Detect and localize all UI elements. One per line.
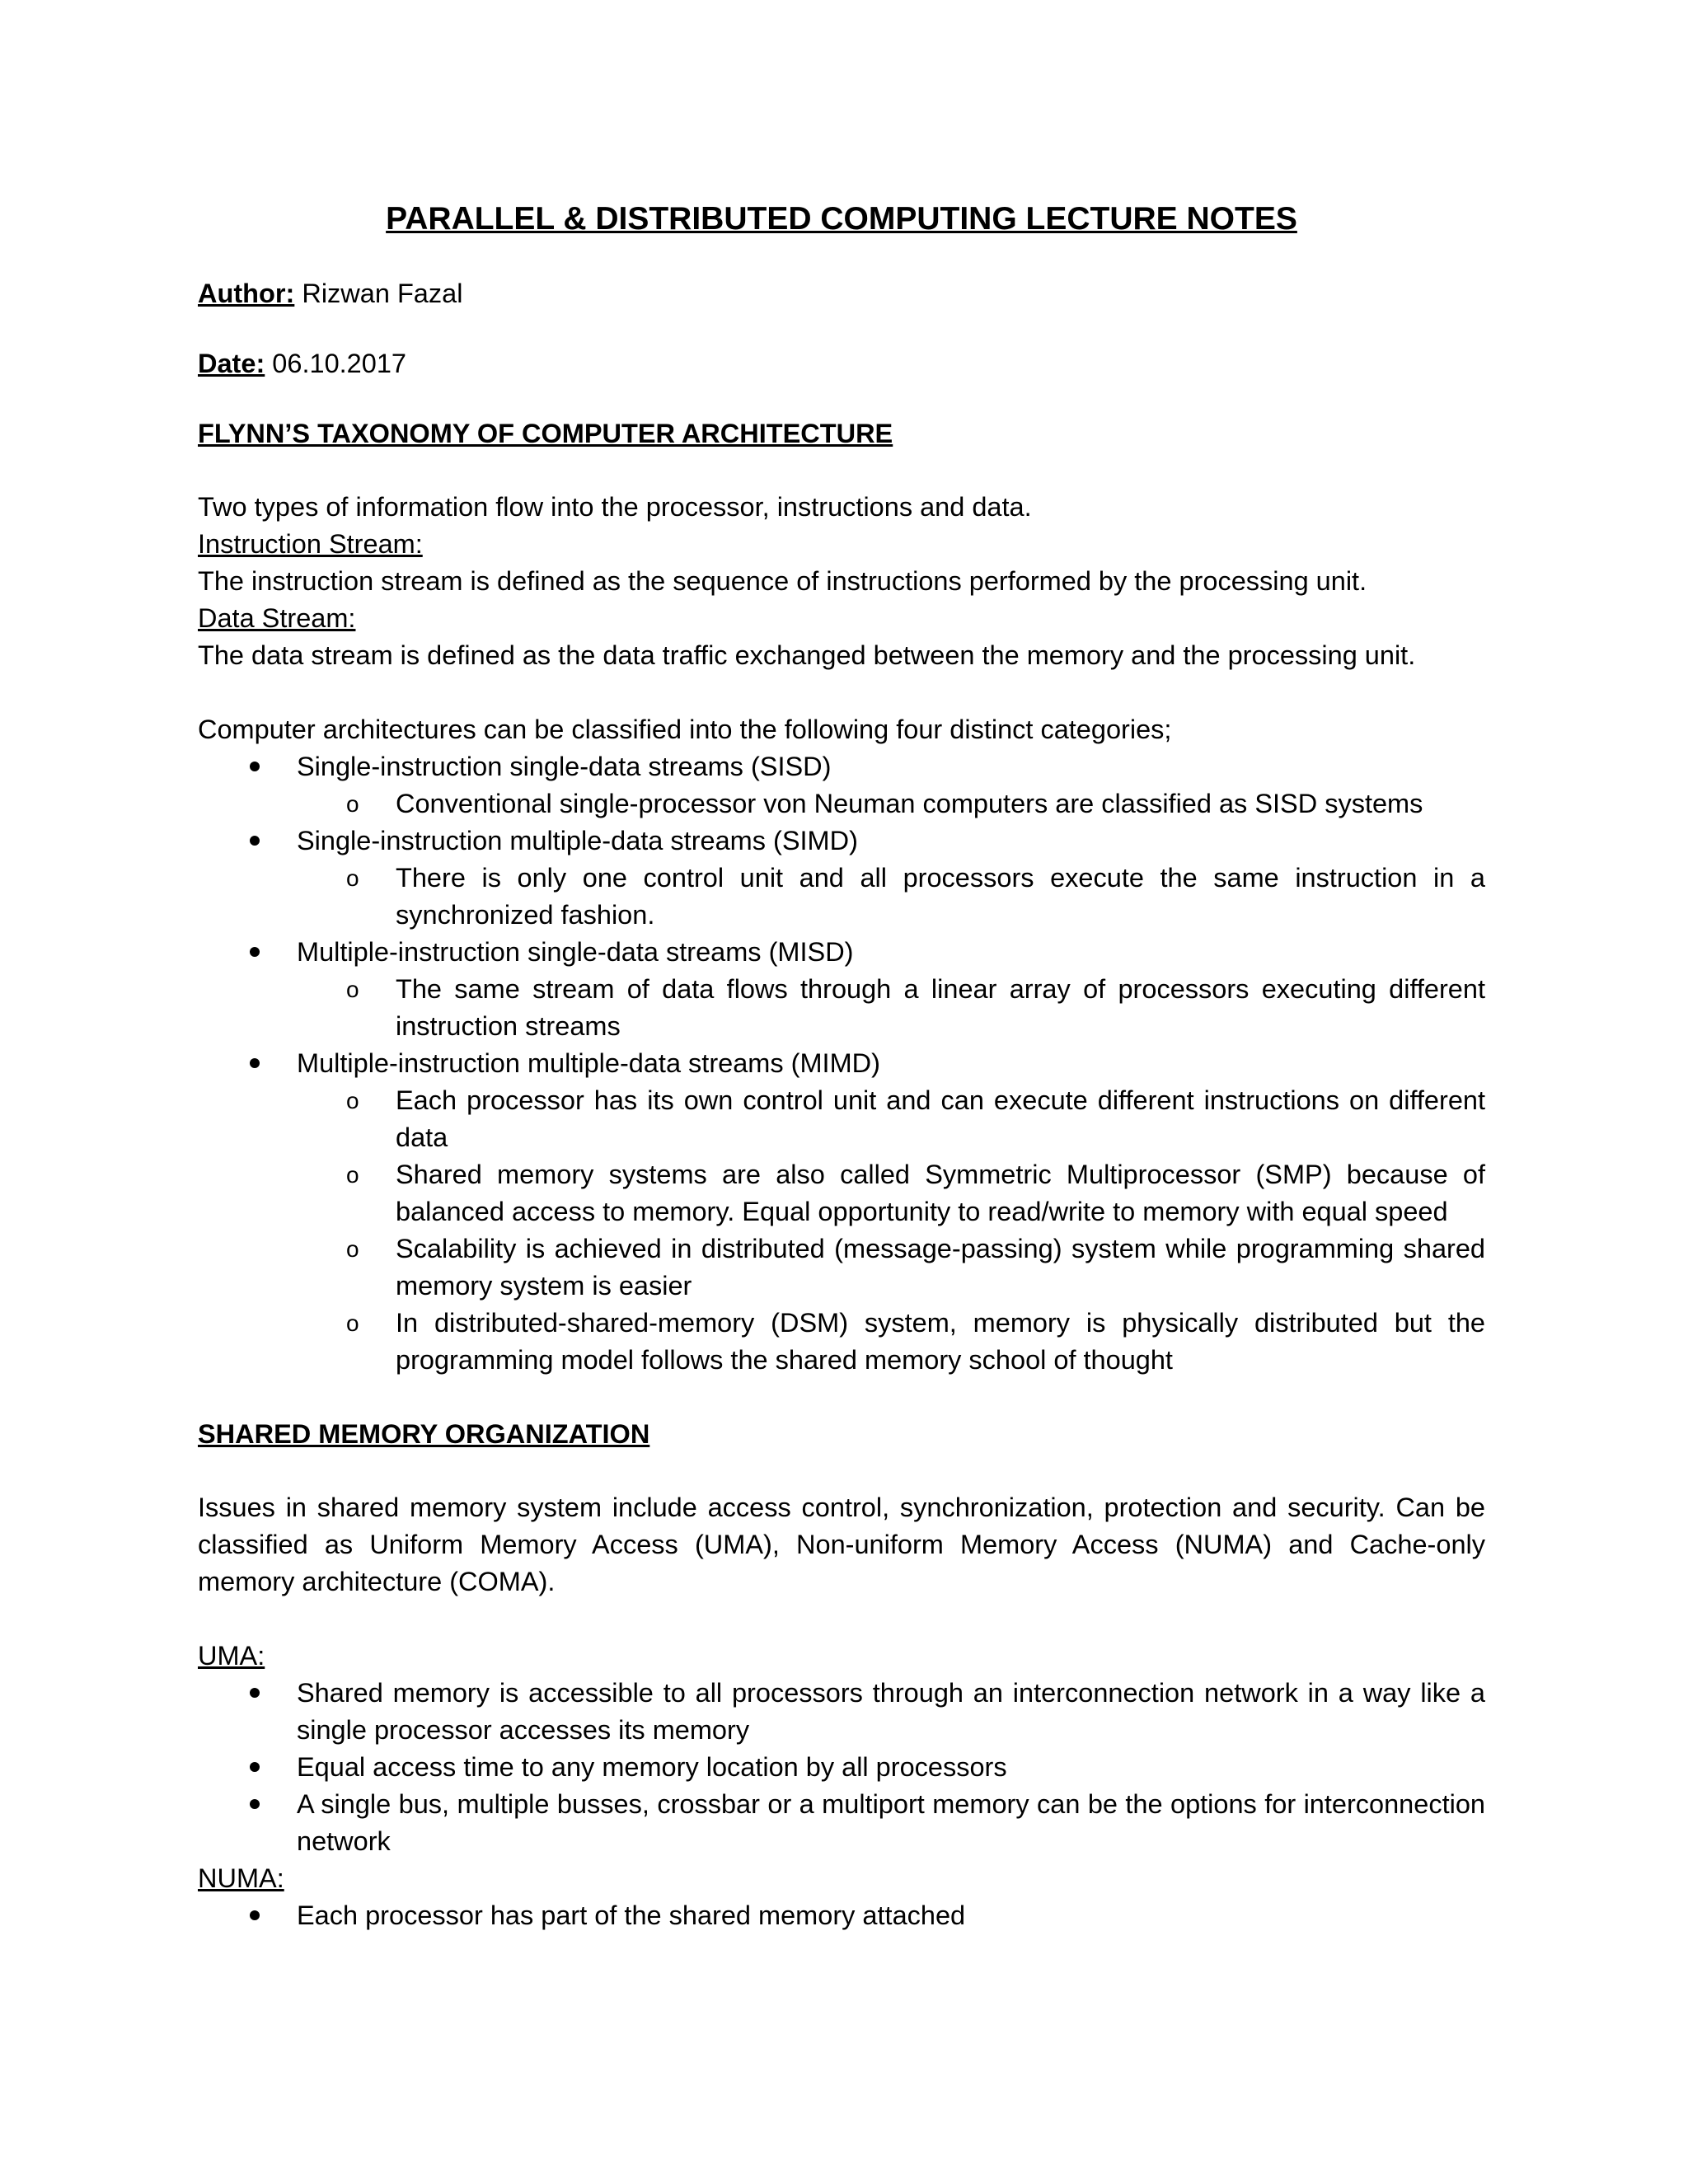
instruction-stream-label: Instruction Stream: <box>198 529 423 559</box>
bullet-icon <box>249 1897 260 1934</box>
category-name: Single-instruction multiple-data streams (SIMD) <box>297 826 858 855</box>
flynn-intro: Two types of information flow into the processor, instructions and data. <box>198 492 1032 522</box>
category-name: Single-instruction single-data streams (SISD) <box>297 752 832 781</box>
author-value: Rizwan Fazal <box>294 279 463 308</box>
circle-bullet-icon: o <box>346 865 359 891</box>
categories-intro: Computer architectures can be classified into the following four distinct categories; <box>198 715 1172 744</box>
bullet-icon <box>249 1675 260 1712</box>
category-name: Multiple-instruction multiple-data streams (MIMD) <box>297 1048 880 1078</box>
category-point: o In distributed-shared-memory (DSM) system, memory is physically distributed but the programming model follows the shared memory school of thought <box>297 1305 1485 1379</box>
bullet-icon <box>249 1749 260 1786</box>
category-point: o The same stream of data flows through a linear array of processors executing different instruction streams <box>297 971 1485 1045</box>
category-point: o There is only one control unit and all processors execute the same instruction in a synchronized fashion. <box>297 860 1485 934</box>
uma-list <box>198 1675 1485 1860</box>
category-point: o Conventional single-processor von Neuman computers are classified as SISD systems <box>297 785 1485 823</box>
date-label: Date: <box>198 349 265 378</box>
numa-item: Each processor has part of the shared memory attached <box>198 1897 1485 1934</box>
instruction-stream-text: The instruction stream is defined as the sequence of instructions performed by the processing unit. <box>198 566 1367 596</box>
circle-bullet-icon: o <box>346 1162 359 1188</box>
circle-bullet-icon: o <box>346 1310 359 1336</box>
document-title: PARALLEL & DISTRIBUTED COMPUTING LECTURE NOTES <box>386 201 1297 237</box>
numa-list <box>198 1897 1485 1934</box>
uma-label: UMA: <box>198 1641 265 1671</box>
shared-memory-heading: SHARED MEMORY ORGANIZATION <box>198 1419 650 1449</box>
bullet-icon <box>249 1045 260 1082</box>
date-line <box>198 345 1485 382</box>
date-value: 06.10.2017 <box>265 349 406 378</box>
bullet-icon <box>249 1786 260 1823</box>
circle-bullet-icon: o <box>346 977 359 1002</box>
circle-bullet-icon: o <box>346 791 359 817</box>
uma-item: Equal access time to any memory location by all processors <box>198 1749 1485 1786</box>
category-point: o Scalability is achieved in distributed (message-passing) system while programming shared memory system is easier <box>297 1230 1485 1305</box>
uma-item: A single bus, multiple busses, crossbar or a multiport memory can be the options for interconnection network <box>198 1786 1485 1860</box>
bullet-icon <box>249 934 260 971</box>
uma-item: Shared memory is accessible to all processors through an interconnection network in a way like a single processor accesses its memory <box>198 1675 1485 1749</box>
bullet-icon <box>249 748 260 785</box>
bullet-icon <box>249 823 260 860</box>
author-line <box>198 275 1485 312</box>
category-point: o Each processor has its own control unit and can execute different instructions on different data <box>297 1082 1485 1156</box>
document-page <box>198 198 1485 1934</box>
category-point: o Shared memory systems are also called Symmetric Multiprocessor (SMP) because of balanced access to memory. Equal opportunity to read/write to memory with equal speed <box>297 1156 1485 1230</box>
flynn-heading: FLYNN’S TAXONOMY OF COMPUTER ARCHITECTURE <box>198 419 893 448</box>
category-item <box>198 748 1485 823</box>
circle-bullet-icon: o <box>346 1236 359 1262</box>
category-list <box>198 748 1485 1379</box>
data-stream-label: Data Stream: <box>198 603 356 633</box>
category-name: Multiple-instruction single-data streams (MISD) <box>297 937 854 967</box>
category-item <box>198 934 1485 1045</box>
shared-memory-intro: Issues in shared memory system include access control, synchronization, protection and security. Can be classified as Uniform Memory Access (UMA), Non-uniform Memory Access (NUMA) and Cache-only memory architecture (COMA). <box>198 1493 1485 1596</box>
category-item <box>198 1045 1485 1379</box>
circle-bullet-icon: o <box>346 1088 359 1113</box>
data-stream-text: The data stream is defined as the data traffic exchanged between the memory and the processing unit. <box>198 640 1416 670</box>
numa-label: NUMA: <box>198 1863 284 1893</box>
category-item <box>198 823 1485 934</box>
author-label: Author: <box>198 279 295 308</box>
